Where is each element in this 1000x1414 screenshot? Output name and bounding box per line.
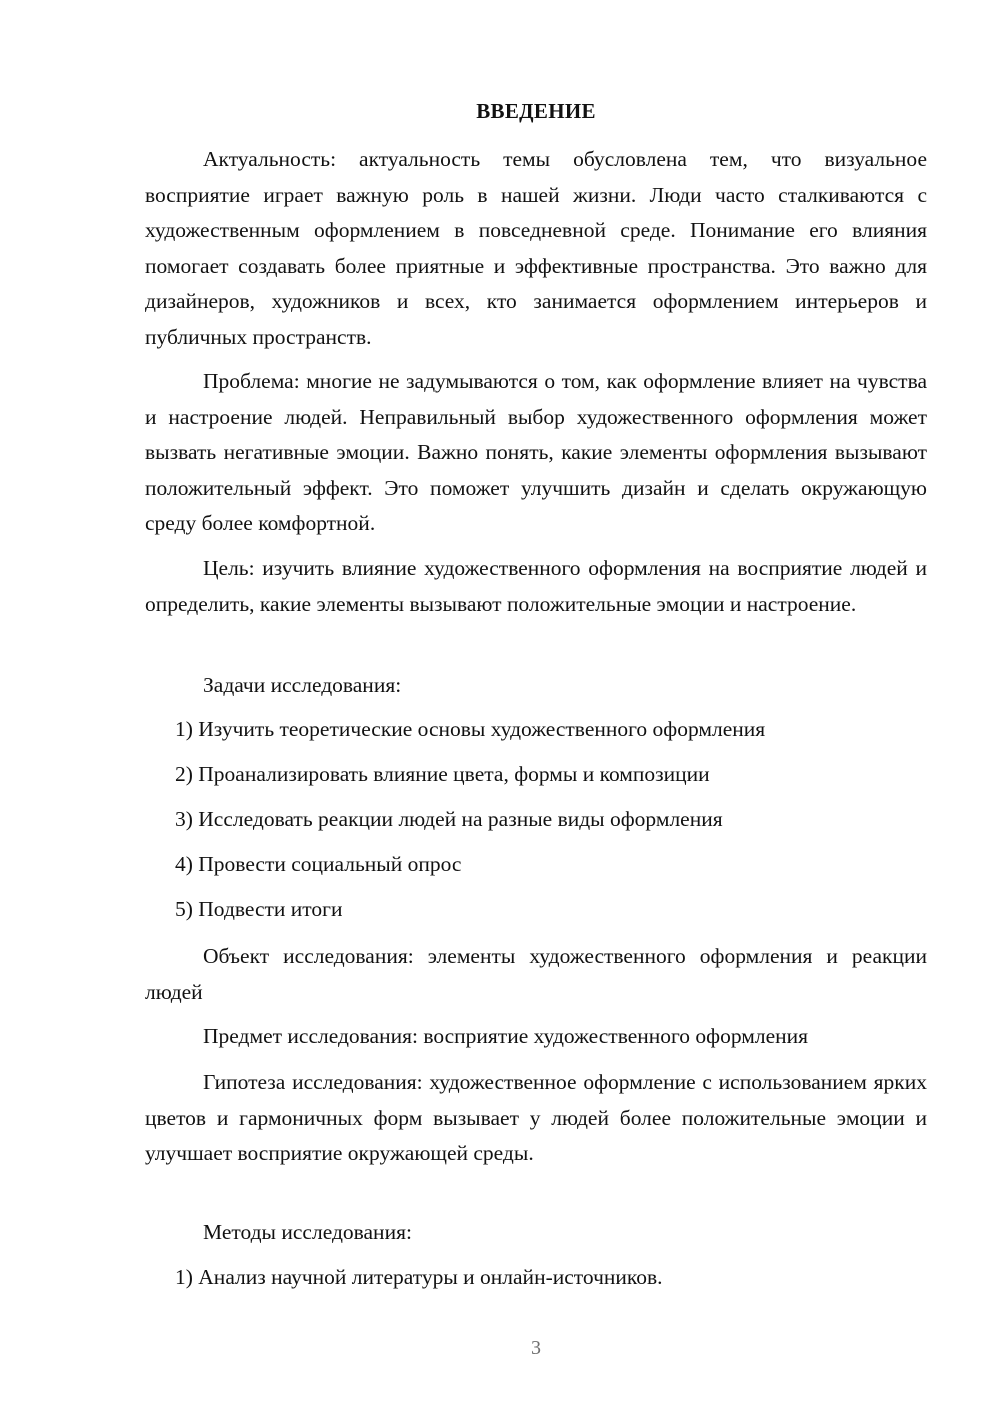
task-item-4: 4) Провести социальный опрос [175, 852, 462, 876]
page-title: ВВЕДЕНИЕ [476, 99, 596, 123]
goal-paragraph: Цель: изучить влияние художественного оформления на восприятие людей и определить, какие элементы вызывают положительные эмоции и настроение. [145, 556, 927, 616]
methods-heading: Методы исследования: [203, 1220, 412, 1244]
problem-paragraph: Проблема: многие не задумываются о том, как оформление влияет на чувства и настроение людей. Неправильный выбор художественного оформления может вызвать негативные эмоции. Важно понять, какие элементы оформления вызывают положительный эффект. Это поможет улучшить дизайн и сделать окружающую среду более комфортной. [145, 369, 927, 535]
task-item-1: 1) Изучить теоретические основы художественного оформления [175, 717, 766, 741]
relevance-paragraph: Актуальность: актуальность темы обусловлена тем, что визуальное восприятие играет важную роль в нашей жизни. Люди часто сталкиваются с художественным оформлением в повседневной среде. Понимание его влияния помогает создавать более приятные и эффективные пространства. Это важно для дизайнеров, художников и всех, кто занимается оформлением интерьеров и публичных пространств. [145, 147, 927, 349]
method-item-1: 1) Анализ научной литературы и онлайн-источников. [175, 1265, 663, 1289]
task-item-3: 3) Исследовать реакции людей на разные виды оформления [175, 807, 723, 831]
subject-paragraph: Предмет исследования: восприятие художественного оформления [203, 1024, 809, 1048]
page-number: 3 [531, 1337, 541, 1359]
hypothesis-paragraph: Гипотеза исследования: художественное оформление с использованием ярких цветов и гармоничных форм вызывает у людей более положительные эмоции и улучшает восприятие окружающей среды. [145, 1070, 927, 1165]
task-item-2: 2) Проанализировать влияние цвета, формы и композиции [175, 762, 710, 786]
tasks-heading: Задачи исследования: [203, 673, 402, 697]
object-paragraph: Объект исследования: элементы художественного оформления и реакции людей [145, 944, 927, 1004]
task-item-5: 5) Подвести итоги [175, 897, 343, 921]
